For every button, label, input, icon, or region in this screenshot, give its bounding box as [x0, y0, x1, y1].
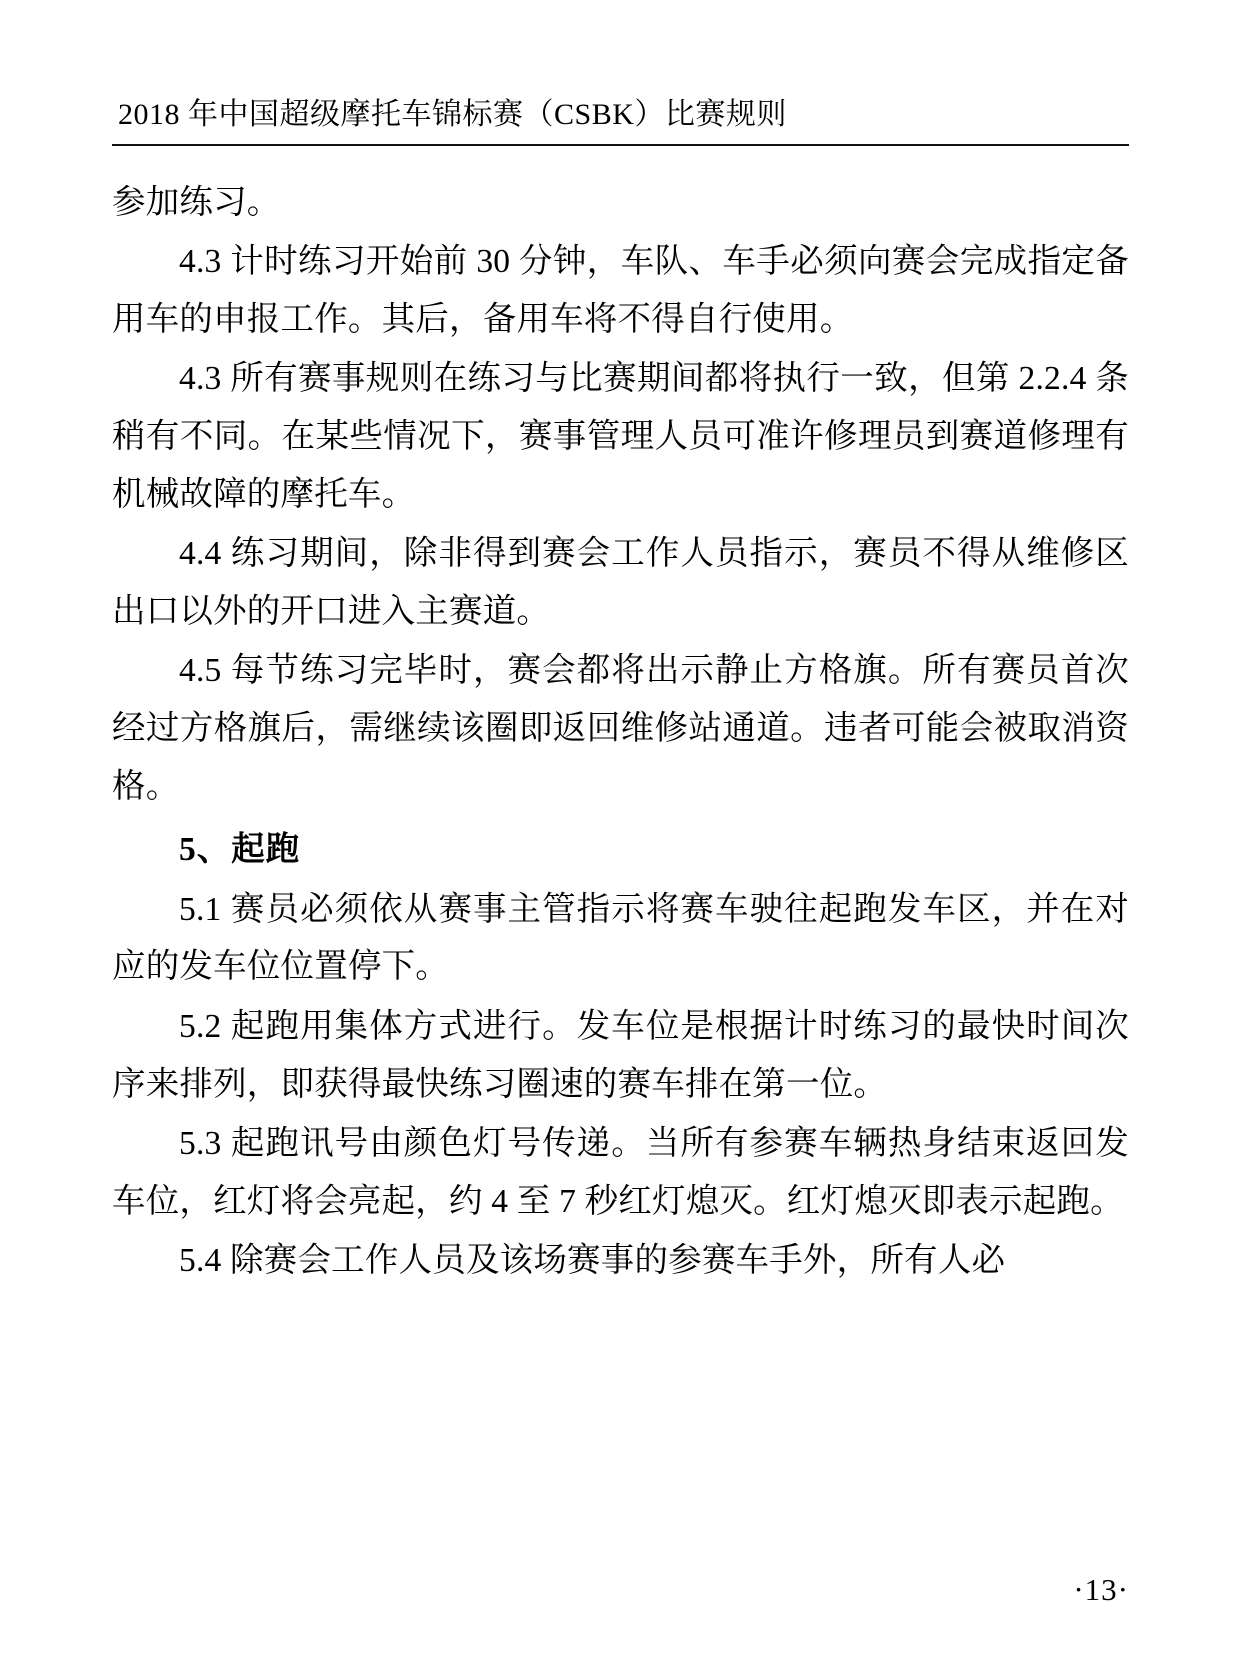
page-number: ·13·: [1073, 1572, 1129, 1607]
paragraph-5-2: 5.2 起跑用集体方式进行。发车位是根据计时练习的最快时间次序来排列，即获得最快练习圈速的赛车排在第一位。: [112, 1008, 1129, 1103]
paragraph-5-4: 5.4 除赛会工作人员及该场赛事的参赛车手外，所有人必: [179, 1242, 1006, 1280]
paragraph-5-3: 5.3 起跑讯号由颜色灯号传递。当所有参赛车辆热身结束返回发车位，红灯将会亮起，约 4 至 7 秒红灯熄灭。红灯熄灭即表示起跑。: [112, 1125, 1129, 1220]
paragraph-4-3-b: 4.3 所有赛事规则在练习与比赛期间都将执行一致，但第 2.2.4 条稍有不同。在某些情况下，赛事管理人员可准许修理员到赛道修理有机械故障的摩托车。: [112, 360, 1129, 513]
paragraph-4-3-a: 4.3 计时练习开始前 30 分钟，车队、车手必须向赛会完成指定备用车的申报工作。其后，备用车将不得自行使用。: [112, 243, 1129, 338]
section-heading-5: 5、起跑: [179, 831, 301, 869]
paragraph-4-5: 4.5 每节练习完毕时，赛会都将出示静止方格旗。所有赛员首次经过方格旗后，需继续该圈即返回维修站通道。违者可能会被取消资格。: [112, 652, 1129, 805]
paragraph-4-4: 4.4 练习期间，除非得到赛会工作人员指示，赛员不得从维修区出口以外的开口进入主赛道。: [112, 535, 1129, 630]
paragraph-continued: 参加练习。: [112, 183, 281, 221]
paragraph-5-1: 5.1 赛员必须依从赛事主管指示将赛车驶往起跑发车区，并在对应的发车位位置停下。: [112, 890, 1129, 986]
page-header-title: 2018 年中国超级摩托车锦标赛（CSBK）比赛规则: [118, 98, 787, 131]
header-divider: [112, 144, 1129, 146]
document-body: [112, 174, 1129, 1291]
